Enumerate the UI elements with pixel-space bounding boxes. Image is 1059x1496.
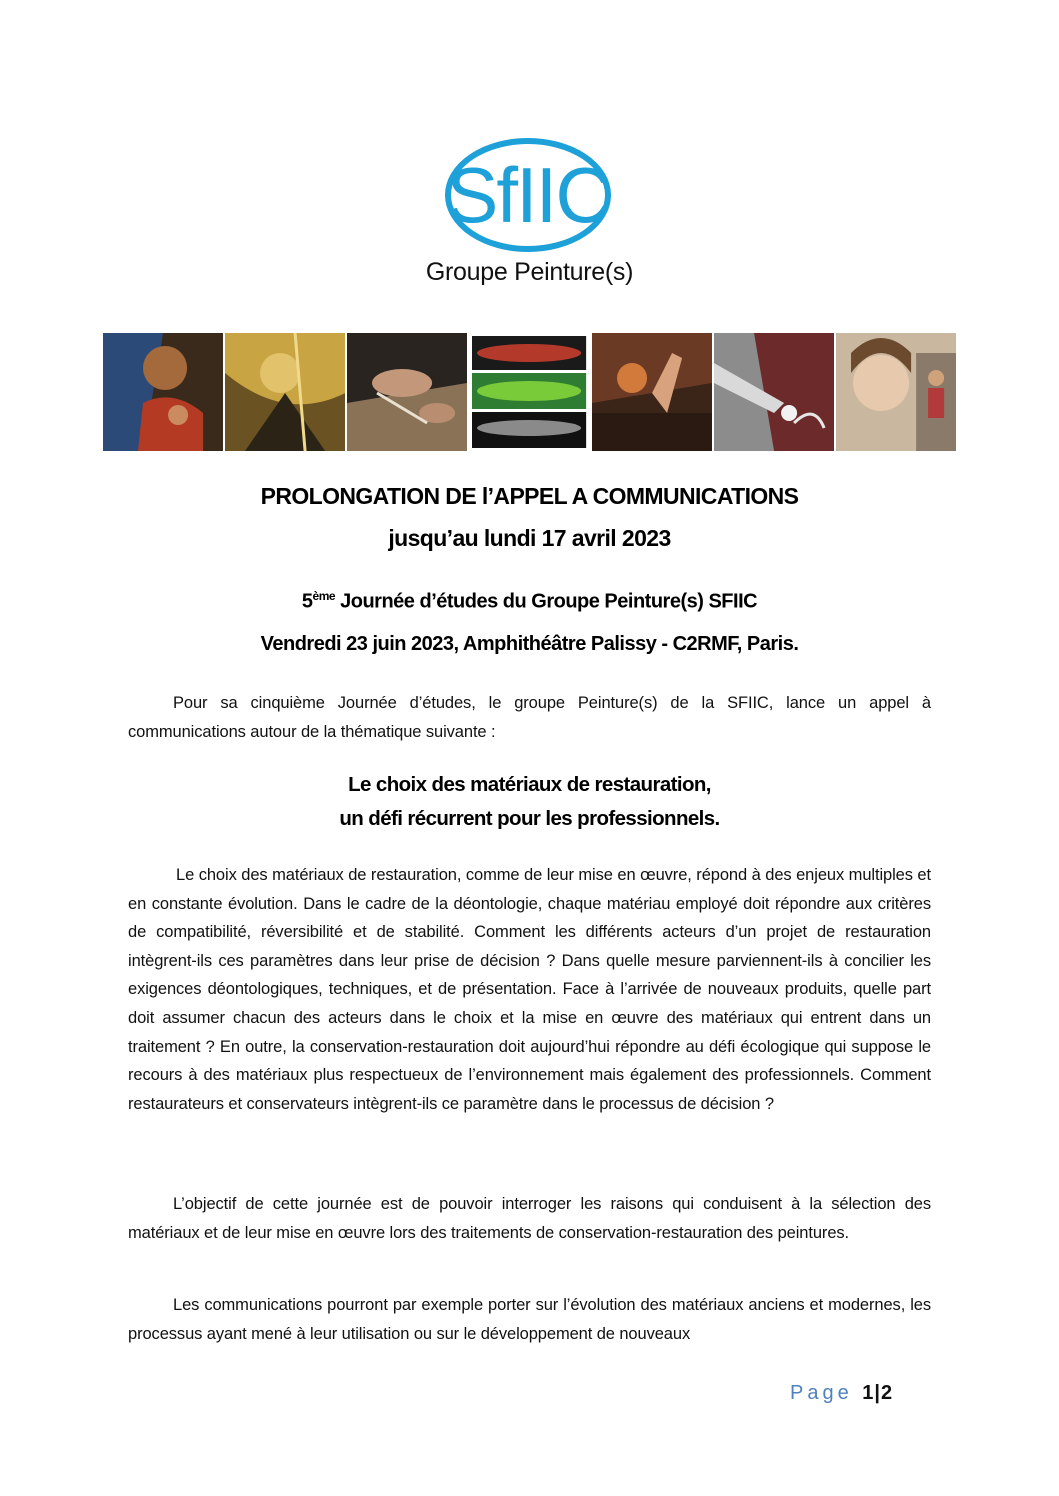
group-title: Groupe Peinture(s): [425, 258, 634, 286]
banner-photo-tool: [714, 333, 834, 451]
banner-photo-icon: [225, 333, 345, 451]
photo-banner: [103, 333, 956, 451]
body-paragraph-2: L’objectif de cette journée est de pouvoir interroger les raisons qui conduisent à la sélection des matériaux et de leur mise en œuvre lors des traitements de conservation-restauration des peintures.: [128, 1195, 931, 1242]
event-date-venue: Vendredi 23 juin 2023, Amphithéâtre Palissy - C2RMF, Paris.: [260, 633, 799, 655]
intro-paragraph: Pour sa cinquième Journée d’études, le groupe Peinture(s) de la SFIIC, lance un appel à communications autour de la thématique suivante :: [128, 694, 931, 741]
svg-text:SfIIC: SfIIC: [446, 151, 610, 239]
sfiic-logo-graphic: [443, 137, 613, 253]
body-paragraph-3: Les communications pourront par exemple porter sur l’évolution des matériaux anciens et modernes, les processus ayant mené à leur utilisation ou sur le développement de nouveaux: [128, 1296, 931, 1343]
event-ordinal: 5: [301, 590, 313, 613]
page-total: 2: [881, 1382, 894, 1404]
banner-photo-portrait: [836, 333, 956, 451]
headline-line-1: PROLONGATION DE l’APPEL A COMMUNICATIONS: [260, 483, 799, 509]
event-title: [0, 589, 1059, 614]
theme-line-2: un défi récurrent pour les professionnels.: [339, 807, 720, 830]
sfiic-logo: [443, 137, 613, 253]
event-ordinal-suffix: ème: [312, 589, 336, 603]
banner-photo-restorer: [592, 333, 712, 451]
banner-photo-scans: [469, 333, 589, 451]
event-title-rest: Journée d’études du Groupe Peinture(s) SFIIC: [335, 590, 758, 613]
body-paragraph-1: Le choix des matériaux de restauration, comme de leur mise en œuvre, répond à des enjeux multiples et en constante évolution. Dans le cadre de la déontologie, chaque matériau employé doit répondre aux critères de compatibilité, réversibilité et de stabilité. Comment les différents acteurs d’un projet de restauration intègrent-ils ces paramètres dans leur prise de décision ? Dans quelle mesure parviennent-ils à concilier les exigences déontologiques, techniques, et de présentation. Face à l’arrivée de nouveaux produits, quelle part doit assumer chacun des acteurs dans le choix et la mise en œuvre des matériaux qui entrent dans un traitement ? En outre, la conservation-restauration doit aujourd’hui répondre au défi écologique qui suppose le recours à des matériaux plus respectueux de l’environnement mais également des professionnels. Comment restaurateurs et conservateurs intègrent-ils ce paramètre dans le processus de décision ?: [128, 866, 931, 1113]
banner-photo-hands: [347, 333, 467, 451]
theme-line-1: Le choix des matériaux de restauration,: [348, 773, 711, 796]
banner-photo-painting: [103, 333, 223, 451]
headline-line-2: jusqu’au lundi 17 avril 2023: [388, 525, 671, 551]
page-label: Page: [790, 1382, 853, 1404]
page-separator: |: [874, 1382, 882, 1404]
page-number: [790, 1382, 893, 1405]
page-current: 1: [862, 1382, 875, 1404]
